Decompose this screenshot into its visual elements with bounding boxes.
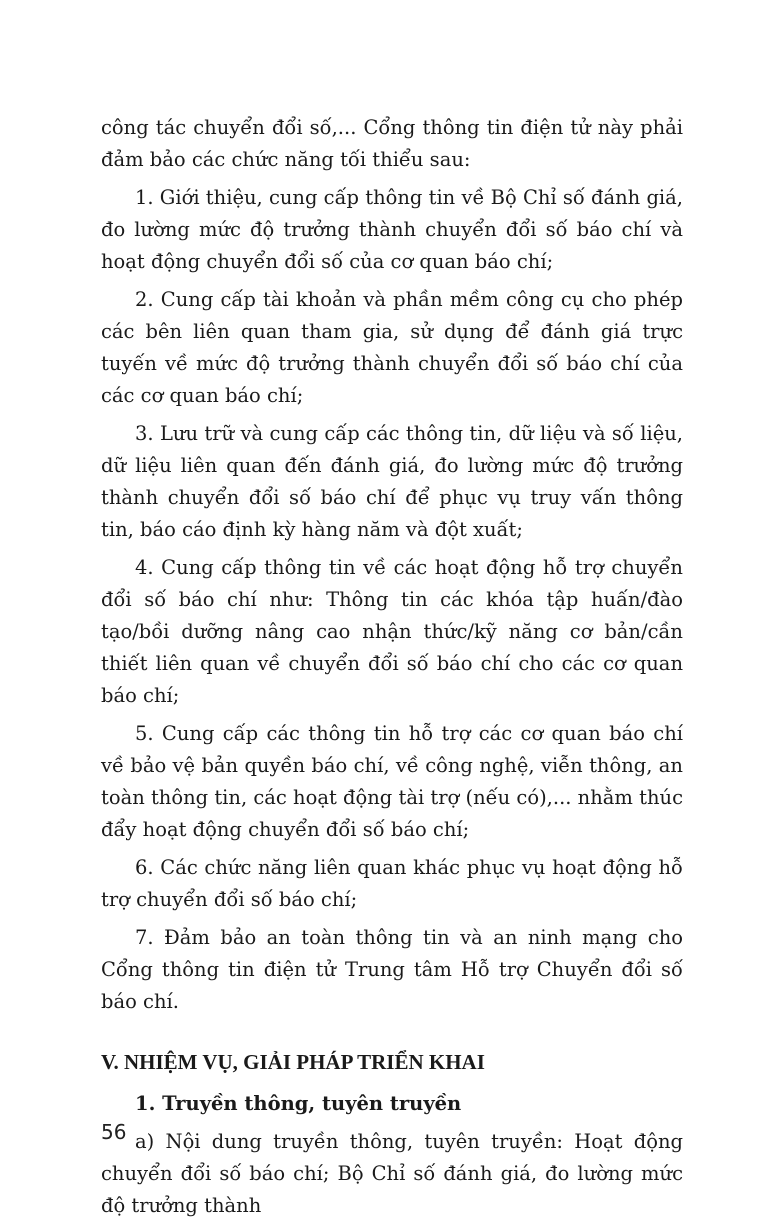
page-body <box>101 112 683 1222</box>
list-item: 4. Cung cấp thông tin về các hoạt động hỗ trợ chuyển đổi số báo chí như: Thông tin các khóa tập huấn/đào tạo/bồi dưỡng nâng cao nhận thức/kỹ năng cơ bản/cần thiết liên quan về chuyển đổi số báo chí cho các cơ quan báo chí; <box>101 556 683 707</box>
list-item: 6. Các chức năng liên quan khác phục vụ hoạt động hỗ trợ chuyển đổi số báo chí; <box>101 856 683 911</box>
continuation-paragraph: công tác chuyển đổi số,... Cổng thông tin điện tử này phải đảm bảo các chức năng tối thiểu sau: <box>101 116 683 171</box>
list-item: 2. Cung cấp tài khoản và phần mềm công cụ cho phép các bên liên quan tham gia, sử dụng để đánh giá trực tuyến về mức độ trưởng thành chuyển đổi số báo chí của các cơ quan báo chí; <box>101 288 683 407</box>
list-item: 5. Cung cấp các thông tin hỗ trợ các cơ quan báo chí về bảo vệ bản quyền báo chí, về công nghệ, viễn thông, an toàn thông tin, các hoạt động tài trợ (nếu có),... nhằm thúc đẩy hoạt động chuyển đổi số báo chí; <box>101 722 683 841</box>
section-heading: V. NHIỆM VỤ, GIẢI PHÁP TRIỂN KHAI <box>101 1050 485 1074</box>
page-number: 56 <box>101 1120 127 1144</box>
list-item: 7. Đảm bảo an toàn thông tin và an ninh mạng cho Cổng thông tin điện tử Trung tâm Hỗ trợ Chuyển đổi số báo chí. <box>101 926 683 1013</box>
body-paragraph: a) Nội dung truyền thông, tuyên truyền: Hoạt động chuyển đổi số báo chí; Bộ Chỉ số đánh giá, đo lường mức độ trưởng thành <box>101 1130 683 1217</box>
list-item: 1. Giới thiệu, cung cấp thông tin về Bộ Chỉ số đánh giá, đo lường mức độ trưởng thành chuyển đổi số báo chí và hoạt động chuyển đổi số của cơ quan báo chí; <box>101 186 683 273</box>
list-item: 3. Lưu trữ và cung cấp các thông tin, dữ liệu và số liệu, dữ liệu liên quan đến đánh giá, đo lường mức độ trưởng thành chuyển đổi số báo chí để phục vụ truy vấn thông tin, báo cáo định kỳ hàng năm và đột xuất; <box>101 422 683 541</box>
subsection-heading: 1. Truyền thông, tuyên truyền <box>135 1092 462 1115</box>
